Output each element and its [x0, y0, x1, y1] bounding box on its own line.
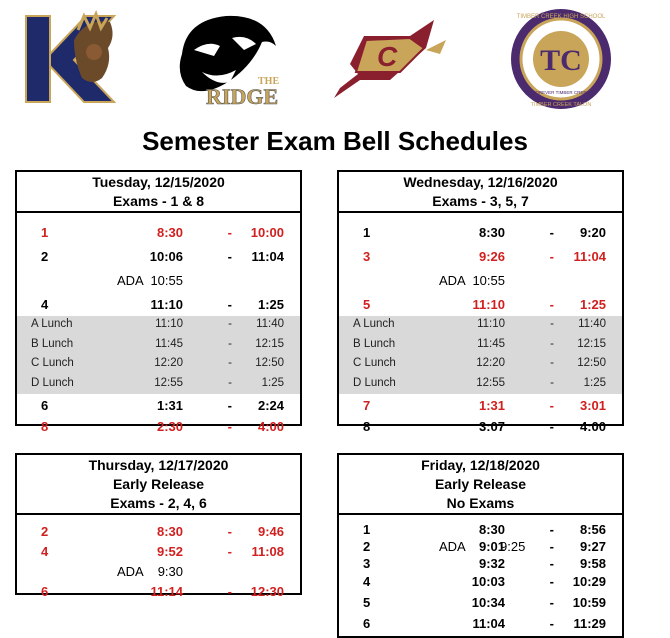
time-separator: -	[549, 539, 554, 554]
end-time: 12:50	[577, 357, 606, 370]
end-time: 9:46	[257, 523, 284, 539]
period-row	[339, 521, 622, 538]
period-number: 4	[41, 543, 49, 559]
period-row	[339, 613, 622, 633]
period-number: 2	[41, 523, 49, 539]
start-time: 3:07	[478, 418, 505, 434]
schedule-line: No Exams	[446, 495, 515, 511]
schedule-line: Exams - 2, 4, 6	[110, 495, 207, 511]
end-time: 11:04	[573, 248, 606, 264]
end-time: 1:25	[579, 296, 606, 312]
period-number: 1	[41, 224, 49, 240]
lunch-label: B Lunch	[353, 337, 396, 350]
ada-time: 10:55	[150, 272, 183, 288]
start-time: 9:32	[478, 556, 505, 571]
ada-label: ADA	[439, 272, 466, 288]
end-time: 2:24	[257, 397, 284, 413]
start-time: 11:10	[150, 296, 183, 312]
time-separator: -	[549, 574, 554, 589]
period-row	[17, 394, 300, 416]
lunch-label: A Lunch	[31, 318, 73, 331]
period-number: 5	[363, 594, 371, 610]
end-time: 10:59	[572, 594, 606, 610]
period-number: 4	[41, 296, 49, 312]
lunch-row	[17, 336, 300, 356]
end-time: 3:01	[579, 397, 606, 413]
period-number: 5	[363, 296, 371, 312]
period-number: 1	[363, 522, 371, 537]
time-separator: -	[550, 357, 554, 370]
schedule-tuesday	[15, 170, 302, 434]
ada-label: ADA	[439, 539, 466, 554]
ada-row	[339, 268, 622, 292]
time-separator: -	[227, 583, 232, 599]
schedule-wednesday	[337, 170, 624, 434]
time-separator: -	[549, 418, 554, 434]
time-separator: -	[228, 357, 232, 370]
lunch-row	[339, 375, 622, 395]
period-number: 7	[363, 397, 371, 413]
start-time: 9:26	[478, 248, 505, 264]
period-number: 8	[41, 418, 49, 434]
schedule-line: Early Release	[112, 476, 205, 492]
lunch-label: B Lunch	[31, 337, 74, 350]
end-time: 1:25	[583, 376, 606, 389]
ridge-panther-logo	[172, 10, 282, 110]
end-time: 10:00	[250, 224, 284, 240]
start-time: 1:31	[478, 397, 505, 413]
end-time: 9:20	[579, 224, 606, 240]
start-time: 10:34	[471, 594, 505, 610]
period-row	[339, 394, 622, 416]
time-separator: -	[549, 615, 554, 631]
period-row	[339, 572, 622, 591]
period-number: 3	[363, 248, 371, 264]
end-time: 11:29	[573, 615, 606, 631]
period-row	[17, 220, 300, 244]
end-time: 10:29	[572, 574, 606, 589]
timbercreek-ring-mid: FOREVER TIMBER CREEK	[532, 90, 590, 95]
end-time: 11:40	[256, 318, 284, 331]
timbercreek-ring-top: TIMBER CREEK HIGH SCHOOL	[516, 14, 606, 20]
lunch-row	[339, 316, 622, 336]
time-separator: -	[227, 248, 232, 264]
lunch-label: A Lunch	[353, 318, 395, 331]
ada-label: ADA	[117, 272, 144, 288]
end-time: 1:25	[261, 376, 284, 389]
start-time: 12:20	[476, 357, 505, 370]
start-time: 8:30	[156, 224, 183, 240]
timbercreek-ring-bottom: TIMBER CREEK TALON	[530, 102, 592, 108]
time-separator: -	[228, 318, 232, 331]
period-number: 1	[363, 224, 371, 240]
period-number: 6	[363, 615, 371, 631]
end-time: 12:15	[255, 337, 284, 350]
ridge-line1: THE	[258, 76, 280, 87]
ada-row	[17, 268, 300, 292]
start-time: 11:10	[155, 318, 183, 331]
time-separator: -	[549, 224, 554, 240]
time-separator: -	[549, 594, 554, 610]
time-separator: -	[227, 224, 232, 240]
ada-time: 10:55	[472, 272, 505, 288]
time-separator: -	[549, 397, 554, 413]
period-number: 6	[41, 397, 49, 413]
schedule-day: Thursday, 12/17/2020	[88, 457, 229, 473]
ada-time: 9:30	[157, 563, 183, 579]
start-time: 8:30	[478, 522, 505, 537]
period-row	[17, 292, 300, 316]
time-separator: -	[228, 337, 232, 350]
end-time: 8:56	[579, 522, 606, 537]
ada-row	[17, 561, 300, 581]
end-time: 9:27	[579, 539, 606, 554]
start-time: 9:52	[156, 543, 183, 559]
schedule-line: Exams - 3, 5, 7	[432, 193, 529, 209]
schedule-day: Tuesday, 12/15/2020	[92, 174, 225, 190]
period-row	[339, 538, 622, 555]
end-time: 12:15	[577, 337, 606, 350]
page-title: Semester Exam Bell Schedules	[142, 126, 528, 156]
time-separator: -	[550, 376, 554, 389]
time-separator: -	[227, 397, 232, 413]
end-time: 9:58	[579, 556, 606, 571]
end-time: 4:00	[257, 418, 284, 434]
lunch-row	[17, 316, 300, 336]
schedule-friday	[337, 453, 624, 638]
start-time: 1:31	[156, 397, 183, 413]
end-time: 11:40	[578, 318, 606, 331]
start-time: 12:20	[154, 357, 183, 370]
lunch-label: C Lunch	[31, 357, 74, 370]
chargers-logo	[330, 14, 450, 104]
end-time: 11:08	[251, 543, 284, 559]
end-time: 4:00	[579, 418, 606, 434]
time-separator: -	[227, 523, 232, 539]
end-time: 12:30	[250, 583, 284, 599]
start-time: 12:55	[154, 376, 183, 389]
start-time: 11:14	[150, 583, 183, 599]
time-separator: -	[549, 248, 554, 264]
schedule-header	[339, 172, 622, 213]
start-time: 10:03	[471, 574, 505, 589]
period-number: 2	[41, 248, 49, 264]
lunch-label: D Lunch	[31, 376, 74, 389]
schedule-header	[17, 172, 300, 213]
timbercreek-logo	[508, 6, 614, 112]
lunch-row	[339, 336, 622, 356]
timbercreek-mark: TC	[540, 44, 582, 77]
schedule-day: Wednesday, 12/16/2020	[403, 174, 558, 190]
chargers-mark: C	[377, 41, 398, 72]
period-row	[339, 555, 622, 572]
time-separator: -	[549, 522, 554, 537]
period-row	[339, 220, 622, 244]
start-time: 11:04	[472, 615, 505, 631]
period-row	[17, 521, 300, 541]
ridge-line2: RIDGE	[206, 84, 279, 109]
time-separator: -	[550, 337, 554, 350]
period-number: 8	[363, 418, 371, 434]
schedule-line: Early Release	[434, 476, 527, 492]
start-time: 11:45	[155, 337, 183, 350]
time-separator: -	[549, 296, 554, 312]
kingsway-mark: K	[36, 70, 37, 71]
start-time: 8:30	[156, 523, 183, 539]
period-row	[17, 581, 300, 601]
schedule-header	[17, 455, 300, 515]
start-time: 11:10	[477, 318, 505, 331]
schedule-line: Exams - 1 & 8	[112, 193, 205, 209]
schedule-header	[339, 455, 622, 515]
start-time: 2:30	[156, 418, 183, 434]
time-separator: -	[227, 543, 232, 559]
schedule-thursday	[15, 453, 302, 599]
period-row	[17, 541, 300, 561]
period-number: 2	[363, 539, 371, 554]
lunch-row	[17, 375, 300, 395]
schedule-day: Friday, 12/18/2020	[421, 457, 540, 473]
lunch-row	[339, 355, 622, 375]
period-number: 3	[363, 556, 371, 571]
kingsway-logo	[22, 10, 122, 110]
start-time: 9:01	[478, 539, 505, 554]
period-row	[17, 244, 300, 268]
time-separator: -	[227, 418, 232, 434]
lunch-label: C Lunch	[353, 357, 396, 370]
end-time: 11:04	[251, 248, 284, 264]
period-row	[17, 416, 300, 436]
start-time: 10:06	[149, 248, 183, 264]
start-time: 12:55	[476, 376, 505, 389]
time-separator: -	[550, 318, 554, 331]
ada-label: ADA	[117, 563, 144, 579]
end-time: 1:25	[257, 296, 284, 312]
period-number: 6	[41, 583, 49, 599]
start-time: 8:30	[478, 224, 505, 240]
start-time: 11:10	[472, 296, 505, 312]
end-time: 12:50	[255, 357, 284, 370]
period-row	[339, 244, 622, 268]
lunch-row	[17, 355, 300, 375]
period-row	[339, 591, 622, 613]
period-row	[339, 416, 622, 436]
lunch-label: D Lunch	[353, 376, 396, 389]
time-separator: -	[228, 376, 232, 389]
time-separator: -	[549, 556, 554, 571]
ada-time: 9:25	[500, 539, 526, 554]
period-row	[339, 292, 622, 316]
start-time: 11:45	[477, 337, 505, 350]
period-number: 4	[363, 574, 371, 589]
time-separator: -	[227, 296, 232, 312]
